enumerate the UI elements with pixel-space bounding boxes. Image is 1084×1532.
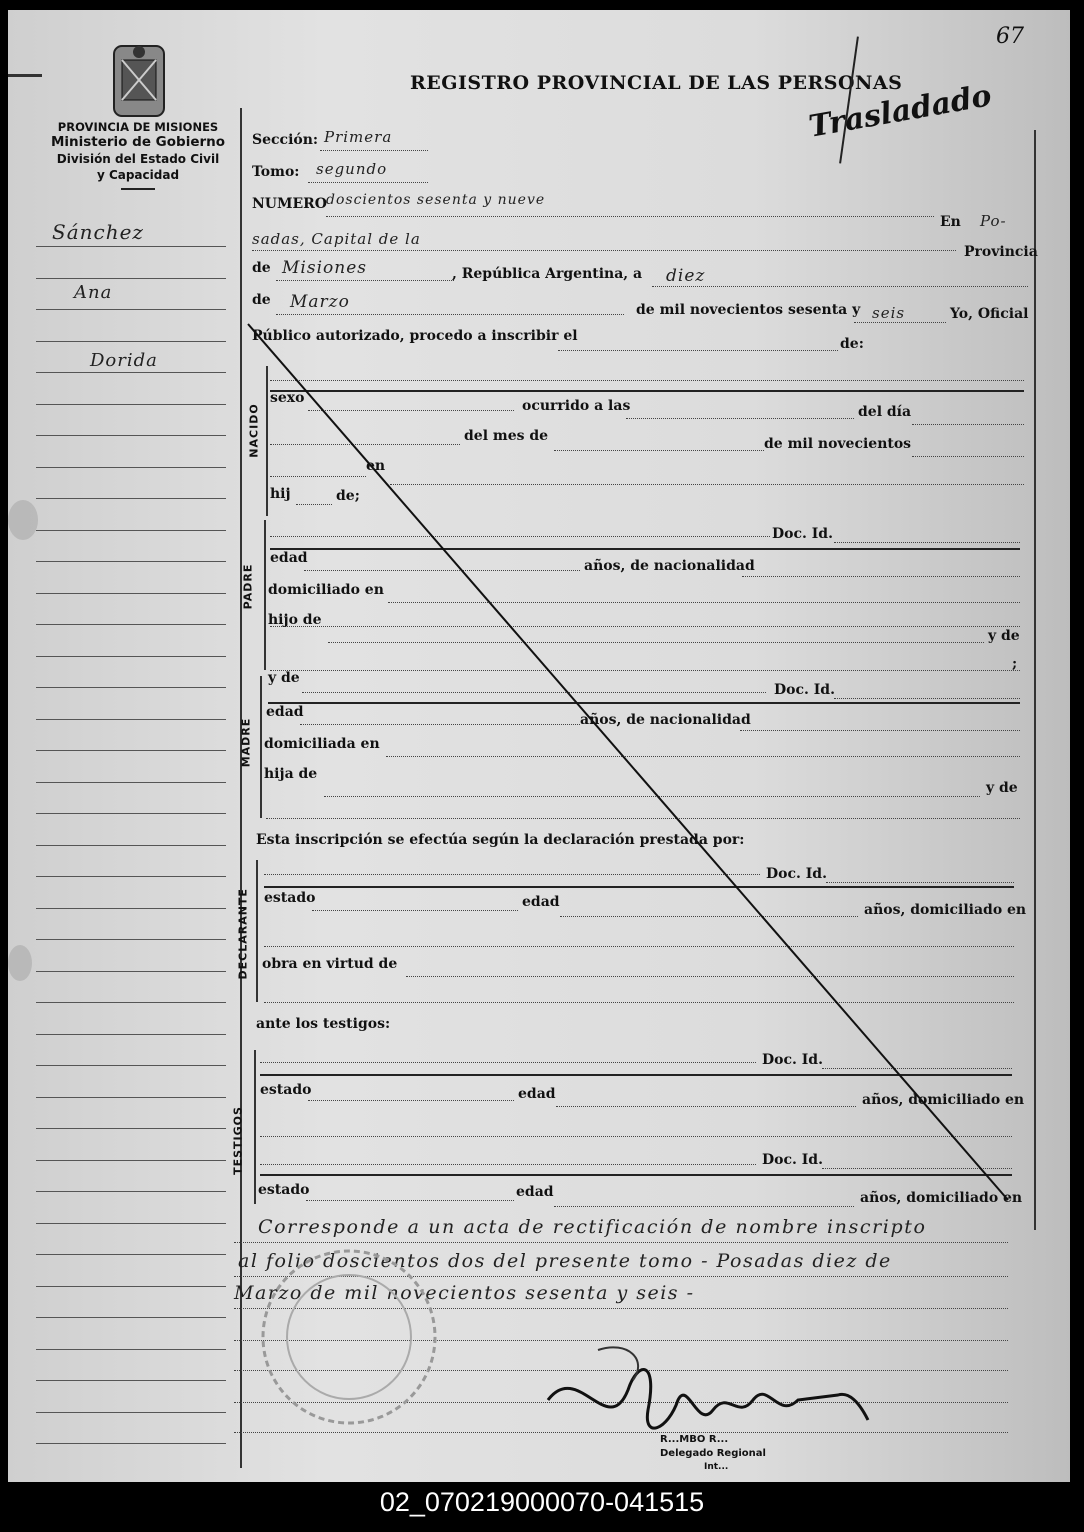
del-dia-label: del día — [858, 404, 912, 420]
sign-stamp-line-1: R...MBO R... — [660, 1434, 729, 1445]
test-estado1-label: estado — [260, 1082, 312, 1098]
month-value: Marzo — [290, 292, 350, 312]
year-prefix-label: de mil novecientos sesenta y — [636, 302, 861, 318]
declarante-intro: Esta inscripción se efectúa según la declaración prestada por: — [256, 832, 745, 848]
testigos-intro: ante los testigos: — [256, 1016, 391, 1032]
province-value: Misiones — [282, 258, 367, 278]
document-page — [8, 10, 1070, 1482]
del-mes-label: del mes de — [464, 428, 549, 444]
republica-label: , República Argentina, a — [452, 266, 643, 282]
provincia-label: Provincia — [964, 244, 1038, 260]
test-edad1-label: edad — [518, 1086, 556, 1102]
office-capacity: y Capacidad — [96, 168, 180, 182]
margin-name: Ana — [74, 282, 113, 303]
padre-section-label: PADRE — [241, 563, 255, 610]
hij-de-label: de; — [336, 488, 360, 504]
publico-label: Público autorizado, procedo a inscribir el — [252, 328, 578, 344]
test-edad2-label: edad — [516, 1184, 554, 1200]
decl-obra-label: obra en virtud de — [262, 956, 398, 972]
decl-edad-label: edad — [522, 894, 560, 910]
office-province: PROVINCIA DE MISIONES — [57, 120, 219, 134]
padre-y-de-label: y de — [988, 628, 1020, 644]
madre-nacionalidad-label: años, de nacionalidad — [580, 712, 751, 728]
test-doc1-label: Doc. Id. — [762, 1052, 823, 1068]
page-number: 67 — [996, 24, 1024, 49]
margin-status: Dorida — [90, 350, 158, 371]
padre-nacionalidad-label: años, de nacionalidad — [584, 558, 755, 574]
note-line-2: al folio doscientos dos del presente tomo - Posadas diez de — [238, 1250, 892, 1272]
office-division: División del Estado Civil — [56, 152, 220, 166]
padre-edad-label: edad — [270, 550, 308, 566]
madre-y-de-label: y de — [268, 670, 300, 686]
test-anos-dom1-label: años, domiciliado en — [862, 1092, 1025, 1108]
office-ministry: Ministerio de Gobierno — [50, 134, 226, 150]
hij-label: hij — [270, 486, 291, 502]
testigos-section-label: TESTIGOS — [231, 1106, 245, 1175]
test-doc2-label: Doc. Id. — [762, 1152, 823, 1168]
madre-domiciliada-label: domiciliada en — [264, 736, 380, 752]
sexo-label: sexo — [270, 390, 305, 406]
seccion-label: Sección: — [252, 132, 319, 148]
note-line-1: Corresponde a un acta de rectificación de nombre inscripto — [258, 1216, 927, 1238]
decl-doc-label: Doc. Id. — [766, 866, 827, 882]
decl-anos-dom-label: años, domiciliado en — [864, 902, 1027, 918]
padre-domiciliado-label: domiciliado en — [268, 582, 384, 598]
nacido-section-label: NACIDO — [247, 403, 261, 458]
seccion-value: Primera — [324, 128, 393, 146]
en-label-2: en — [366, 458, 386, 474]
place-start: Po- — [980, 212, 1007, 230]
padre-hijo-de-label: hijo de — [268, 612, 322, 628]
numero-value: doscientos sesenta y nueve — [326, 192, 546, 208]
mil-nov-label: de mil novecientos — [764, 436, 912, 452]
test-anos-dom2-label: años, domiciliado en — [860, 1190, 1023, 1206]
stamp-trasladado: Trasladado — [806, 78, 995, 145]
madre-hija-de-label: hija de — [264, 766, 318, 782]
cancellation-diagonal — [8, 10, 1070, 1482]
day-value: diez — [666, 266, 706, 286]
declarante-section-label: DECLARANTE — [236, 888, 250, 980]
madre-section-label: MADRE — [239, 717, 253, 768]
year-value: seis — [872, 304, 906, 322]
de-label: de — [252, 260, 271, 276]
de-colon-label: de: — [840, 336, 864, 352]
numero-label: NUMERO — [252, 196, 328, 212]
tomo-label: Tomo: — [252, 164, 300, 180]
place-cont: sadas, Capital de la — [252, 230, 421, 248]
oficial-label: Yo, Oficial — [950, 306, 1029, 322]
footer-code: 02_070219000070-041515 — [0, 1482, 1084, 1532]
ocurrido-label: ocurrido a las — [522, 398, 631, 414]
decl-estado-label: estado — [264, 890, 316, 906]
margin-surname: Sánchez — [52, 220, 144, 244]
sign-stamp-line-3: Int... — [704, 1462, 729, 1472]
madre-doc-label: Doc. Id. — [774, 682, 835, 698]
padre-semicolon: ; — [1012, 656, 1018, 672]
padre-doc-label: Doc. Id. — [772, 526, 833, 542]
note-line-3: Marzo de mil novecientos sesenta y seis - — [234, 1282, 695, 1304]
de-label-2: de — [252, 292, 271, 308]
page-title: REGISTRO PROVINCIAL DE LAS PERSONAS — [410, 72, 903, 94]
sign-stamp-line-2: Delegado Regional — [660, 1448, 766, 1459]
en-label: En — [940, 214, 961, 230]
test-estado2-label: estado — [258, 1182, 310, 1198]
tomo-value: segundo — [316, 160, 388, 178]
madre-y-de-label-2: y de — [986, 780, 1018, 796]
madre-edad-label: edad — [266, 704, 304, 720]
